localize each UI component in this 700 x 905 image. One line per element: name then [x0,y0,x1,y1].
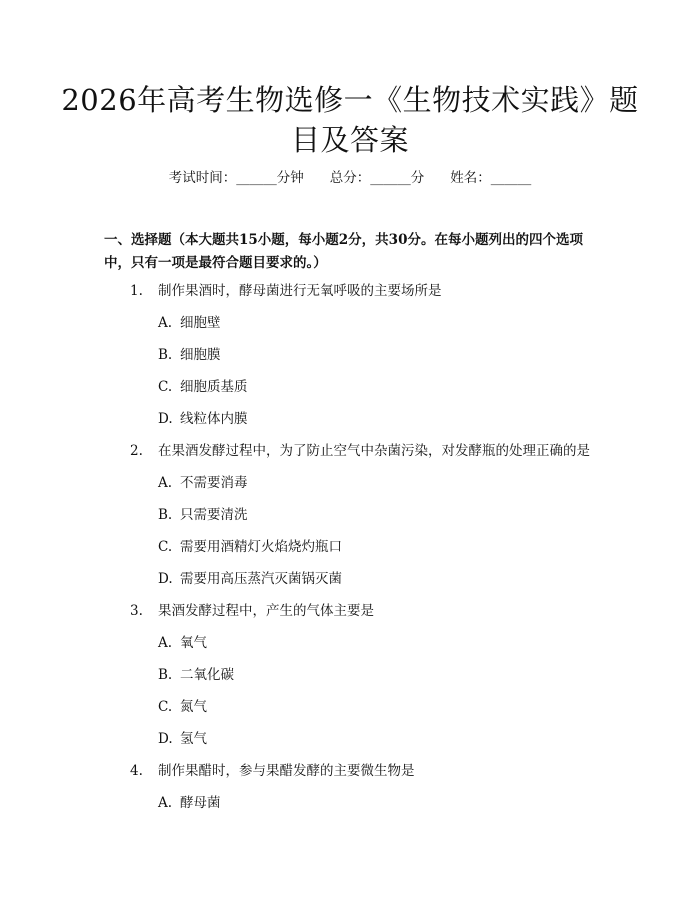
option-letter: D. [158,571,173,587]
total-score: 总分：______分 [329,170,425,186]
question-number: 2. [130,443,143,459]
option-letter: C. [158,539,173,555]
option-letter: C. [158,699,173,715]
option-text: 细胞膜 [180,347,221,363]
question-1 [130,281,442,301]
question-number: 3. [130,603,143,619]
option [158,793,221,813]
option [158,697,207,717]
option-text: 氧气 [180,635,207,651]
option-text: 酵母菌 [180,795,221,811]
option-text: 线粒体内膜 [180,411,248,427]
option-letter: D. [158,411,173,427]
option [158,505,248,525]
option-text: 只需要清洗 [180,507,248,523]
option-letter: A. [158,635,173,651]
option-text: 细胞壁 [180,315,221,331]
option-text: 细胞质基质 [180,379,248,395]
option [158,569,342,589]
option-text: 氢气 [180,731,207,747]
option-text: 需要用酒精灯火焰烧灼瓶口 [180,539,342,555]
question-text: 在果酒发酵过程中，为了防止空气中杂菌污染，对发酵瓶的处理正确的是 [158,443,590,459]
option [158,313,221,333]
exam-time: 考试时间：______分钟 [168,170,304,186]
document-title: 2026年高考生物选修一《生物技术实践》题目及答案 [61,83,639,157]
question-number: 4. [130,763,143,779]
question-number: 1. [130,283,143,299]
section-heading: 一、选择题（本大题共15小题，每小题2分，共30分。在每小题列出的四个选项中，只有一项是最符合题目要求的。） [104,232,583,271]
question-text: 制作果醋时，参与果醋发酵的主要微生物是 [158,763,415,779]
option-letter: A. [158,475,173,491]
option-letter: B. [158,667,173,683]
student-name: 姓名：______ [450,170,532,186]
question-2 [130,441,590,461]
question-4 [130,761,415,781]
option [158,473,248,493]
option-text: 不需要消毒 [180,475,248,491]
option-letter: B. [158,507,173,523]
option-letter: D. [158,731,173,747]
option-letter: B. [158,347,173,363]
exam-meta [0,168,700,188]
option-letter: C. [158,379,173,395]
option-letter: A. [158,315,173,331]
option-text: 需要用高压蒸汽灭菌锅灭菌 [180,571,342,587]
option-text: 氮气 [180,699,207,715]
option-letter: A. [158,795,173,811]
question-text: 制作果酒时，酵母菌进行无氧呼吸的主要场所是 [158,283,442,299]
option [158,633,207,653]
option [158,409,248,429]
option [158,729,207,749]
question-text: 果酒发酵过程中，产生的气体主要是 [158,603,374,619]
option [158,665,234,685]
question-3 [130,601,374,621]
option [158,377,248,397]
option [158,345,221,365]
option-text: 二氧化碳 [180,667,234,683]
option [158,537,342,557]
